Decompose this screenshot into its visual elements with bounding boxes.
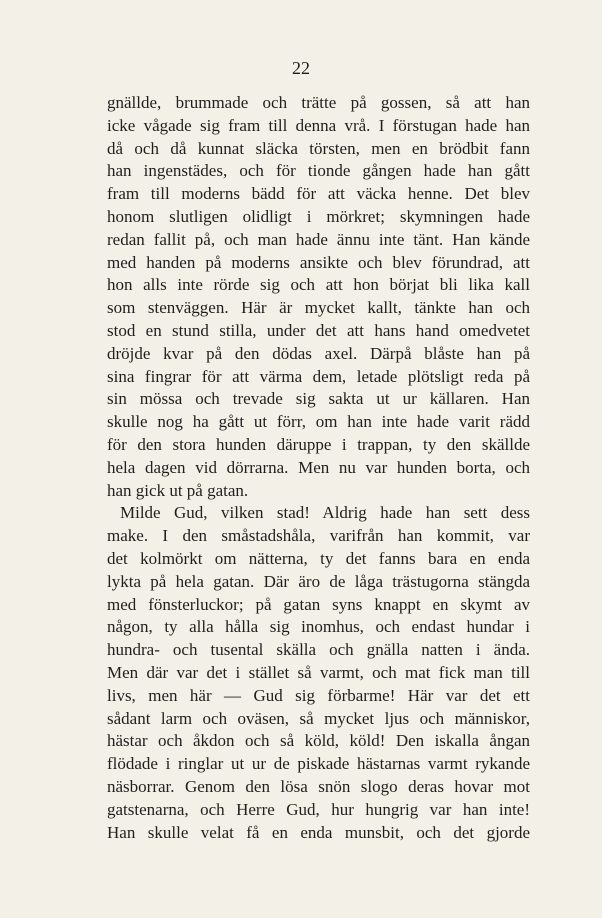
text-line: lykta på hela gatan. Där äro de låga trästugorna stängda: [107, 571, 530, 591]
text-line: det kolmörkt om nätterna, ty det fanns bara en enda: [107, 548, 530, 568]
text-line: skulle nog ha gått ut förr, om han inte hade varit rädd: [107, 412, 530, 432]
text-line: då och då kunnat släcka törsten, men en brödbit fann: [107, 138, 530, 158]
text-line: fram till moderns bädd för att väcka henne. Det blev: [107, 184, 530, 204]
page-number: 22: [292, 58, 310, 78]
text-line: make. I den småstadshåla, varifrån han kommit, var: [107, 526, 530, 546]
text-line: näsborrar. Genom den lösa snön slogo deras hovar mot: [107, 776, 530, 796]
text-line: Men där var det i stället så varmt, och mat fick man till: [107, 662, 530, 682]
text-line: hundra- och tusental skälla och gnälla natten i ända.: [107, 640, 530, 660]
text-line: sina fingrar för att värma dem, letade plötsligt reda på: [107, 366, 530, 386]
text-line: med fönsterluckor; på gatan syns knappt en skymt av: [107, 594, 530, 614]
text-line: honom slutligen olidligt i mörkret; skymningen hade: [107, 206, 530, 226]
text-line: för den stora hunden däruppe i trappan, ty den skällde: [107, 434, 530, 454]
text-line: hela dagen vid dörrarna. Men nu var hunden borta, och: [107, 457, 530, 477]
text-line: gnällde, brummade och trätte på gossen, så att han: [107, 93, 530, 112]
text-line: någon, ty alla hålla sig inomhus, och endast hundar i: [107, 617, 530, 637]
text-line: gatstenarna, och Herre Gud, hur hungrig var han inte!: [107, 799, 530, 819]
text-line: hon alls inte rörde sig och att hon börjat bli lika kall: [107, 275, 530, 295]
text-line: han ingenstädes, och för tionde gången hade han gått: [107, 161, 530, 181]
text-line: sådant larm och oväsen, så mycket ljus och människor,: [107, 708, 530, 728]
body-text: [107, 92, 530, 844]
text-line: Han skulle velat få en enda munsbit, och det gjorde: [107, 822, 530, 842]
text-line: med handen på moderns ansikte och blev förundrad, att: [107, 252, 530, 272]
paragraph-start-line: Milde Gud, vilken stad! Aldrig hade han sett dess: [120, 503, 530, 523]
text-line: hästar och åkdon och så köld, köld! Den iskalla ångan: [107, 731, 530, 751]
text-line: livs, men här — Gud sig förbarme! Här var det ett: [107, 685, 530, 705]
text-line: icke vågade sig fram till denna vrå. I förstugan hade han: [107, 115, 530, 135]
text-line: sin mössa och trevade sig sakta ut ur källaren. Han: [107, 389, 530, 409]
text-line: som stenväggen. Här är mycket kallt, tänkte han och: [107, 298, 530, 318]
text-line: flödade i ringlar ut ur de piskade hästarnas varmt rykande: [107, 754, 530, 774]
text-line: dröjde kvar på den dödas axel. Därpå blåste han på: [107, 343, 530, 363]
text-line: stod en stund stilla, under det att hans hand omedvetet: [107, 320, 530, 340]
text-line: redan fallit på, och man hade ännu inte tänt. Han kände: [107, 229, 530, 249]
paragraph-end-line: han gick ut på gatan.: [107, 480, 249, 500]
